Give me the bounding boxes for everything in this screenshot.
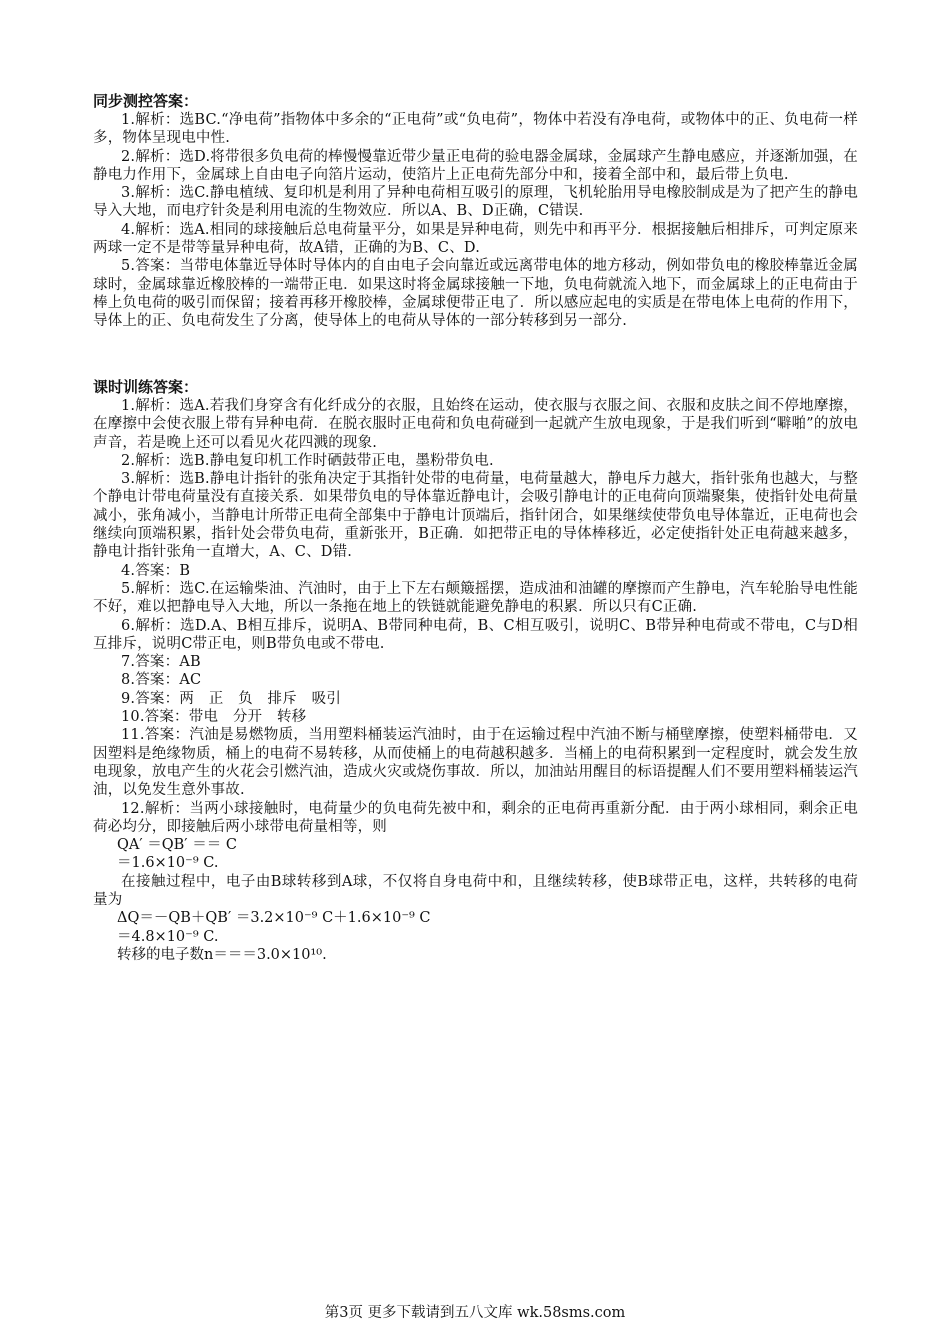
- answer-paragraph: 11.答案：汽油是易燃物质，当用塑料桶装运汽油时，由于在运输过程中汽油不断与桶壁摩擦，使塑料桶带电．又因塑料是绝缘物质，桶上的电荷不易转移，从而使桶上的电荷越积越多．当桶上的电荷积累到一定程度时，就会发生放电现象，放电产生的火花会引燃汽油，造成火灾或烧伤事故．所以，加油站用醒目的标语提醒人们不要用塑料桶装运汽油，以免发生意外事故.: [93, 727, 858, 799]
- answer-paragraph: 3.解析：选B.静电计指针的张角决定于其指针处带的电荷量，电荷量越大，静电斥力越大，指针张角也越大，与整个静电计带电荷量没有直接关系．如果带负电的导体靠近静电计，会吸引静电计的正电荷向顶端聚集，使指针处电荷量减小，张角减小，当静电计所带正电荷全部集中于静电计顶端后，指针闭合，如果继续使带负电导体靠近，正电荷也会继续向顶端积累，指针处会带负电荷，重新张开，B正确．如把带正电的导体棒移近，必定使指针处正电荷越来越多，静电计指针张角一直增大，A、C、D错.: [93, 471, 858, 561]
- answer-paragraph: 1.解析：选A.若我们身穿含有化纤成分的衣服，且始终在运动，使衣服与衣服之间、衣服和皮肤之间不停地摩擦，在摩擦中会使衣服上带有异种电荷．在脱衣服时正电荷和负电荷碰到一起就产生放电现象，于是我们听到“噼啪”的放电声音，若是晚上还可以看见火花四溅的现象.: [93, 398, 858, 451]
- answer-paragraph: 5.解析：选C.在运输柴油、汽油时，由于上下左右颠簸摇摆，造成油和油罐的摩擦而产生静电，汽车轮胎导电性能不好，难以把静电导入大地，所以一条拖在地上的铁链就能避免静电的积累．所以只有C正确.: [93, 580, 858, 616]
- answer-paragraph: 1.解析：选BC.“净电荷”指物体中多余的“正电荷”或“负电荷”，物体中若没有净电荷，或物体中的正、负电荷一样多，物体呈现电中性.: [93, 112, 858, 147]
- equation-line: QA′ ＝QB′ ＝＝ C: [117, 837, 237, 854]
- equation-line: ΔQ＝－QB＋QB′ ＝3.2×10⁻⁹ C＋1.6×10⁻⁹ C: [117, 910, 431, 927]
- answer-paragraph: 2.解析：选D.将带很多负电荷的棒慢慢靠近带少量正电荷的验电器金属球，金属球产生静电感应，并逐渐加强，在静电力作用下，金属球上自由电子向箔片运动，使箔片上正电荷先部分中和，接着全部中和，最后带上负电.: [93, 148, 858, 183]
- answer-paragraph: 6.解析：选D.A、B相互排斥，说明A、B带同种电荷，B、C相互吸引，说明C、B带异种电荷或不带电，C与D相互排斥，说明C带正电，则B带负电或不带电.: [93, 617, 858, 652]
- page-footer: 第3页 更多下载请到五八文库 wk.58sms.com: [324, 1305, 626, 1321]
- answer-paragraph: 3.解析：选C.静电植绒、复印机是利用了异种电荷相互吸引的原理，飞机轮胎用导电橡胶制成是为了把产生的静电导入大地，而电疗针灸是利用电流的生物效应．所以A、B、D正确，C错误.: [93, 185, 858, 220]
- equation-line: 转移的电子数n＝＝＝3.0×10¹⁰.: [117, 946, 327, 963]
- section-title: 课时训练答案：: [93, 378, 199, 396]
- answer-paragraph: 2.解析：选B.静电复印机工作时硒鼓带正电，墨粉带负电.: [121, 452, 494, 469]
- equation-line: ＝1.6×10⁻⁹ C.: [117, 855, 219, 872]
- answer-paragraph: 4.答案：B: [121, 562, 191, 579]
- answer-paragraph: 9.答案：两 正 负 排斥 吸引: [121, 690, 342, 707]
- answer-paragraph: 4.解析：选A.相同的球接触后总电荷量平分，如果是异种电荷，则先中和再平分．根据接触后相排斥，可判定原来两球一定不是带等量异种电荷，故A错，正确的为B、C、D.: [93, 221, 858, 257]
- equation-line: ＝4.8×10⁻⁹ C.: [117, 928, 219, 945]
- answer-paragraph: 8.答案：AC: [121, 672, 202, 689]
- answer-paragraph: 5.答案：当带电体靠近导体时导体内的自由电子会向靠近或远离带电体的地方移动，例如带负电的橡胶棒靠近金属球时，金属球靠近橡胶棒的一端带正电．如果这时将金属球接触一下地，负电荷就流入地下，而金属球上的正电荷由于棒上负电荷的吸引而保留；接着再移开橡胶棒，金属球便带正电了．所以感应起电的实质是在带电体上电荷的作用下，导体上的正、负电荷发生了分离，使导体上的电荷从导体的一部分转移到另一部分.: [93, 258, 858, 330]
- section-title: 同步测控答案：: [93, 92, 199, 110]
- answer-paragraph: 12.解析：当两小球接触时，电荷量少的负电荷先被中和，剩余的正电荷再重新分配．由于两小球相同，剩余正电荷必均分，即接触后两小球带电荷量相等，则: [93, 800, 858, 835]
- answer-paragraph: 在接触过程中，电子由B球转移到A球，不仅将自身电荷中和，且继续转移，使B球带正电，这样，共转移的电荷量为: [93, 873, 858, 909]
- section-lesson-answers: [93, 378, 858, 964]
- section-sync-answers: [93, 92, 858, 331]
- answer-paragraph: 7.答案：AB: [121, 654, 201, 671]
- answer-paragraph: 10.答案：带电 分开 转移: [121, 709, 307, 726]
